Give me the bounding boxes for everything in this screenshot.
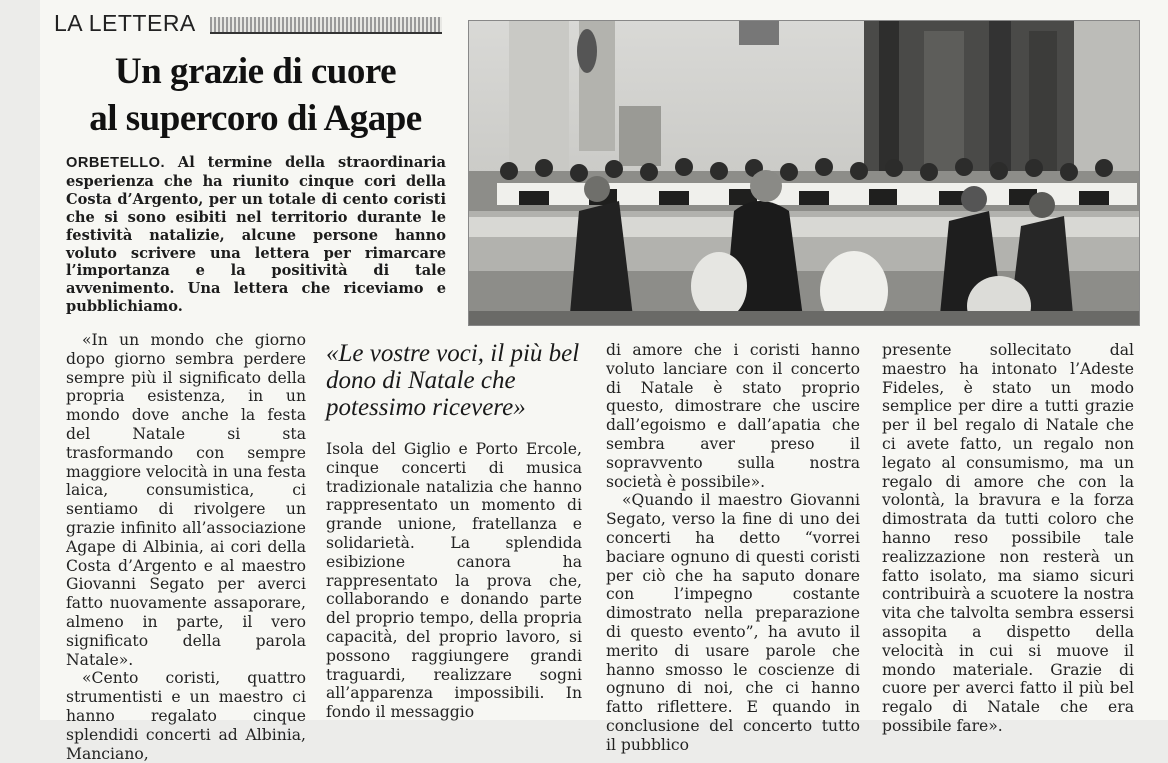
rubric-rule xyxy=(210,17,442,34)
article-column-4 xyxy=(882,341,1134,736)
dateline-place: ORBETELLO. xyxy=(66,155,166,171)
paragraph: Isola del Giglio e Porto Ercole, cinque concerti di musica tradizionale natalizia che hanno rappresentato un momento di grande unione, fratellanza e solidarietà. La splendida esibizione canora ha rappresentato la prova che, collaborando e donando parte del proprio tempo, della propria capacità, del proprio lavoro, si possono raggiungere grandi traguardi, realizzare sogni all’apparenza impossibili. In fondo il messaggio xyxy=(326,440,582,722)
paragraph: di amore che i coristi hanno voluto lanciare con il concerto di Natale è stato proprio questo, dimostrare che uscire dall’egoismo e dall’apatia che sembra aver preso il sopravvento sulla nostra società è possibile». xyxy=(606,341,860,491)
lead-text: Al termine della straordinaria esperienza che ha riunito cinque cori della Costa d’Argento, per un totale di cento coristi che si sono esibiti nel territorio durante le festività natalizie, alcune persone hanno voluto scrivere una lettera per rimarcare l’importanza e la positività di tale avvenimento. Una lettera che riceviamo e pubblichiamo. xyxy=(66,154,446,316)
headline-line-2: al supercoro di Agape xyxy=(89,98,422,139)
paragraph: «Cento coristi, quattro strumentisti e un maestro ci hanno regalato cinque splendidi concerti ad Albinia, Manciano, xyxy=(66,669,306,763)
section-rubric: LA LETTERA xyxy=(54,10,196,36)
paragraph: presente sollecitato dal maestro ha intonato l’Adeste Fideles, è stato un modo semplice per dire a tutti grazie per il bel regalo di Natale che ci avete fatto, un regalo non legato al consumismo, ma un regalo di amore che con la volontà, la bravura e la forza dimostrata da tutti coloro che hanno reso possibile tale realizzazione non resterà un fatto isolato, ma siamo sicuri contribuirà a scuotere la nostra vita che talvolta sembra essersi assopita a dispetto della velocità in cui si muove il mondo materiale. Grazie di cuore per averci fatto il più bel regalo di Natale che era possibile fare». xyxy=(882,341,1134,735)
lead-paragraph xyxy=(66,154,446,316)
headline xyxy=(58,48,453,142)
headline-line-1: Un grazie di cuore xyxy=(114,51,397,92)
paragraph: «Quando il maestro Giovanni Segato, verso la fine di uno dei concerti ha detto “vorrei baciare ognuno di questi coristi per ciò che ha saputo donare con l’impegno costante dimostrato nella preparazione di questo evento”, ha avuto il merito di usare parole che hanno smosso le coscienze di ognuno di noi, che ci hanno fatto riflettere. E quando in conclusione del concerto tutto il pubblico xyxy=(606,491,860,754)
choir-photo-illustration xyxy=(469,21,1139,325)
article-column-3 xyxy=(606,341,860,755)
paragraph: «In un mondo che giorno dopo giorno sembra perdere sempre più il significato della propria esistenza, in un mondo dove anche la festa del Natale si sta trasformando con sempre maggiore velocità in una festa laica, consumistica, ci sentiamo di rivolgere un grazie infinito all’associazione Agape di Albinia, ai cori della Costa d’Argento e al maestro Giovanni Segato per averci fatto nuovamente assaporare, almeno in parte, il vero significato della parola Natale». xyxy=(66,331,306,669)
article-column-1 xyxy=(66,331,306,763)
choir-photo xyxy=(468,20,1140,326)
article-column-2 xyxy=(326,440,582,722)
pull-quote: «Le vostre voci, il più bel dono di Natale che potessimo ricevere» xyxy=(326,340,580,421)
